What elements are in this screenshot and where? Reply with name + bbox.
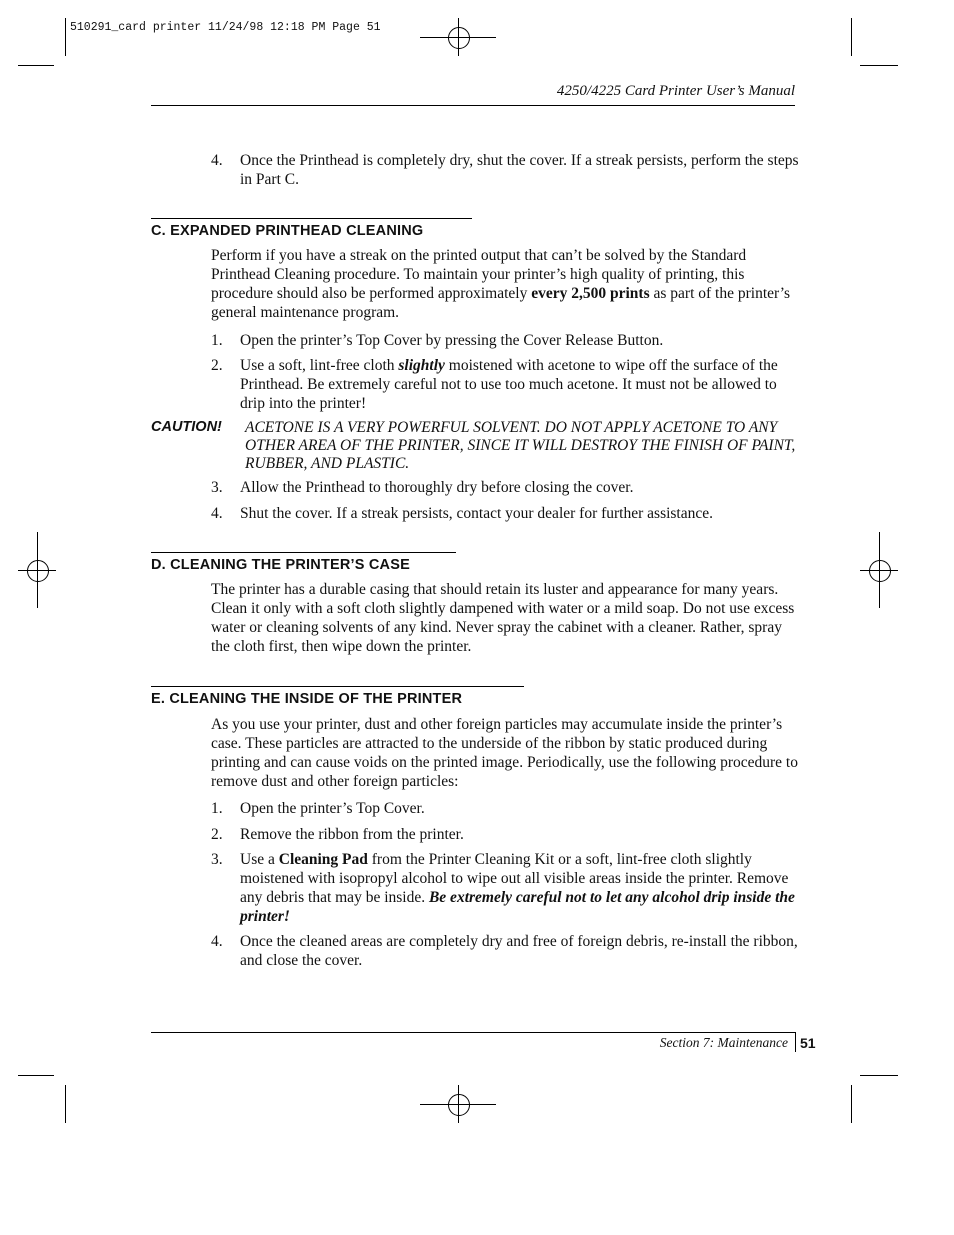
section-d-rule: [151, 552, 456, 553]
section-e-paragraph: As you use your printer, dust and other foreign particles may accumulate inside the printer’s case. These particles are attracted to the underside of the ribbon by static produced during printing and can cause voids on the printed image. Periodically, use the following procedure to remove dust and other foreign particles:: [211, 716, 798, 790]
section-d-paragraph: The printer has a durable casing that should retain its luster and appearance for many years. Clean it only with a soft cloth slightly dampened with water or a mild soap. Do not use excess water or cleaning solvents of any kind. Never spray the cabinet with a cleaner. Rather, spray the cloth first, then wipe down the printer.: [211, 581, 795, 655]
section-e-heading: E. CLEANING THE INSIDE OF THE PRINTER: [151, 691, 463, 707]
running-header: 4250/4225 Card Printer User’s Manual: [556, 83, 795, 99]
section-e-rule: [151, 686, 524, 687]
step-text: Once the Printhead is completely dry, shut the cover. If a streak persists, perform the steps in Part C.: [240, 152, 799, 188]
step-number: 4.: [211, 152, 223, 169]
print-slug: 510291_card printer 11/24/98 12:18 PM Page 51: [70, 21, 381, 34]
section-c-paragraph: Perform if you have a streak on the printed output that can’t be solved by the Standard Printhead Cleaning procedure. To maintain your printer’s high quality of printing, this procedure should also be performed approximately every 2,500 prints as part of the printer’s general maintenance program.: [211, 247, 791, 321]
section-c-heading: C. EXPANDED PRINTHEAD CLEANING: [151, 223, 424, 239]
section-c-rule: [151, 218, 472, 219]
section-d-heading: D. CLEANING THE PRINTER’S CASE: [151, 557, 410, 573]
footer-section: Section 7: Maintenance: [659, 1035, 788, 1050]
header-rule: [151, 105, 795, 106]
caution-text: ACETONE IS A VERY POWERFUL SOLVENT. DO NOT APPLY ACETONE TO ANY OTHER AREA OF THE PRINTER, SINCE IT WILL DESTROY THE FINISH OF PAINT, RUBBER, AND PLASTIC.: [245, 419, 796, 472]
page-number: 51: [800, 1035, 816, 1051]
footer-divider: [795, 1032, 796, 1052]
caution-label: CAUTION!: [151, 419, 222, 435]
footer-rule: [151, 1032, 795, 1033]
